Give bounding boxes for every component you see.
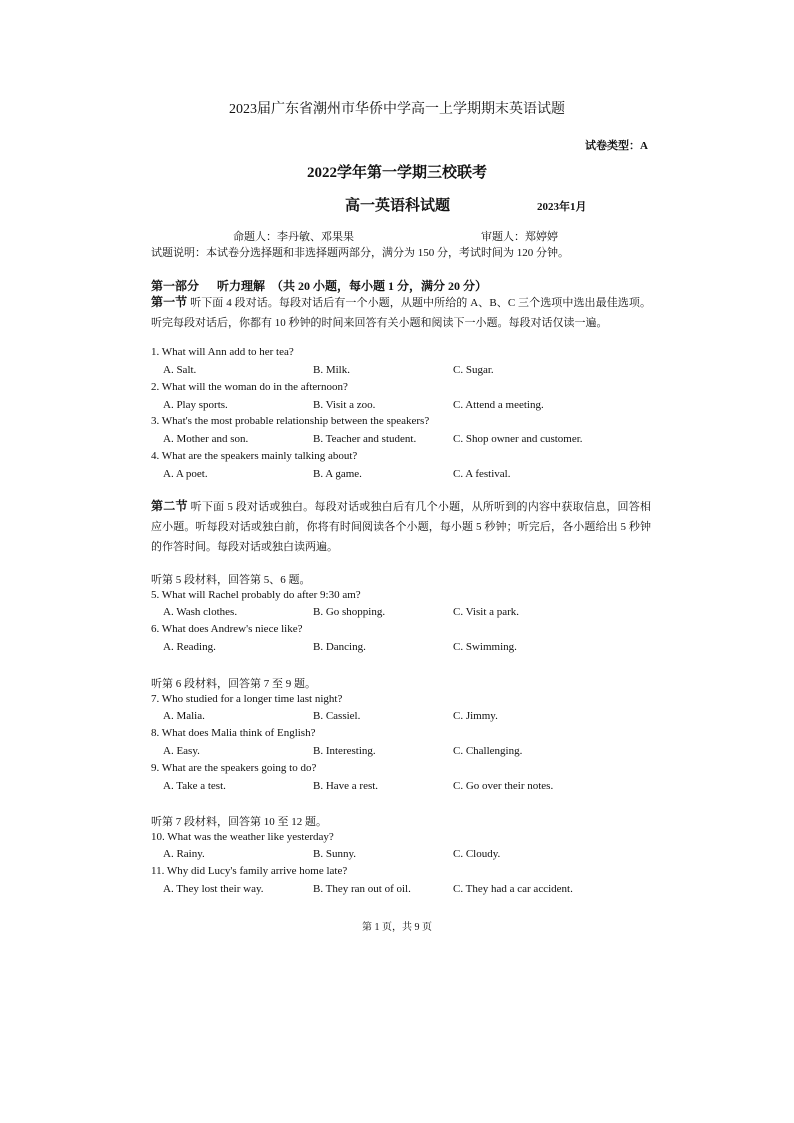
question-11-option-c: C. They had a car accident. [453,883,573,895]
question-2-option-a: A. Play sports. [163,399,228,411]
question-7-option-b: B. Cassiel. [313,710,361,722]
question-10-option-c: C. Cloudy. [453,848,501,860]
section-one-label: 第一节 [151,295,188,309]
question-10: 10. What was the weather like yesterday? [151,831,334,843]
material-7-intro: 听第 7 段材料，回答第 10 至 12 题。 [151,816,327,828]
page-number-footer: 第 1 页，共 9 页 [362,922,432,933]
question-3-option-c: C. Shop owner and customer. [453,433,583,445]
question-6: 6. What does Andrew's niece like? [151,623,303,635]
paper-type-label: 试卷类型：A [585,140,648,152]
question-10-option-a: A. Rainy. [163,848,205,860]
question-9-option-b: B. Have a rest. [313,780,379,792]
question-1: 1. What will Ann add to her tea? [151,346,294,358]
question-9-option-c: C. Go over their notes. [453,780,554,792]
subject-title: 高一英语科试题 [345,198,451,214]
question-8-option-a: A. Easy. [163,745,200,757]
document-title: 2023届广东省潮州市华侨中学高一上学期期末英语试题 [229,102,565,117]
question-3-option-a: A. Mother and son. [163,433,249,445]
question-2-option-c: C. Attend a meeting. [453,399,544,411]
part-one-heading: 第一部分 听力理解 （共 20 小题，每小题 1 分，满分 20 分） [151,279,488,293]
question-9-option-a: A. Take a test. [163,780,226,792]
question-2: 2. What will the woman do in the afternoon? [151,381,348,393]
question-7-option-c: C. Jimmy. [453,710,498,722]
question-6-option-a: A. Reading. [163,641,216,653]
question-8-option-b: B. Interesting. [313,745,376,757]
question-5-option-a: A. Wash clothes. [163,606,238,618]
question-7: 7. Who studied for a longer time last night? [151,693,343,705]
question-6-option-b: B. Dancing. [313,641,366,653]
question-3-option-b: B. Teacher and student. [313,433,417,445]
section-two-text: 听下面 5 段对话或独白。每段对话或独白后有几个小题，从所听到的内容中获取信息，回答相应小题。听每段对话或独白前，你将有时间阅读各个小题，每小题 5 秒钟；听完后，各小题给出 5 秒钟的作答时间。每段对话或独白读两遍。 [151,501,651,553]
section-two-instructions [151,496,651,557]
section-two-label: 第二节 [151,499,188,513]
question-9: 9. What are the speakers going to do? [151,762,317,774]
question-5-option-c: C. Visit a park. [453,606,520,618]
question-1-option-b: B. Milk. [313,364,350,376]
question-4-option-b: B. A game. [313,468,362,480]
question-4-option-c: C. A festival. [453,468,511,480]
exam-title: 2022学年第一学期三校联考 [306,165,487,181]
question-6-option-c: C. Swimming. [453,641,517,653]
section-one-instructions [151,292,651,333]
material-6-intro: 听第 6 段材料，回答第 7 至 9 题。 [151,678,316,690]
question-11-option-b: B. They ran out of oil. [313,883,411,895]
question-7-option-a: A. Malia. [163,710,205,722]
material-5-intro: 听第 5 段材料，回答第 5、6 题。 [151,574,311,586]
question-11-option-a: A. They lost their way. [163,883,264,895]
question-1-option-a: A. Salt. [163,364,197,376]
exam-date: 2023年1月 [537,201,587,213]
reviewer-line: 审题人：郑婷婷 [481,231,558,243]
question-5-option-b: B. Go shopping. [313,606,386,618]
question-4-option-a: A. A poet. [163,468,208,480]
authors-line: 命题人：李丹敏、邓果果 [233,231,354,243]
question-3: 3. What's the most probable relationship between the speakers? [151,415,430,427]
question-8: 8. What does Malia think of English? [151,727,316,739]
question-1-option-c: C. Sugar. [453,364,494,376]
question-2-option-b: B. Visit a zoo. [313,399,376,411]
section-one-text: 听下面 4 段对话。每段对话后有一个小题，从题中所给的 A、B、C 三个选项中选出最佳选项。听完每段对话后，你都有 10 秒钟的时间来回答有关小题和阅读下一小题。每段对话仅读一遍。 [151,297,651,329]
question-5: 5. What will Rachel probably do after 9:30 am? [151,589,361,601]
question-8-option-c: C. Challenging. [453,745,523,757]
question-10-option-b: B. Sunny. [313,848,356,860]
question-4: 4. What are the speakers mainly talking about? [151,450,358,462]
exam-instructions: 试题说明：本试卷分选择题和非选择题两部分，满分为 150 分，考试时间为 120 分钟。 [151,247,569,259]
question-11: 11. Why did Lucy's family arrive home late? [151,865,348,877]
